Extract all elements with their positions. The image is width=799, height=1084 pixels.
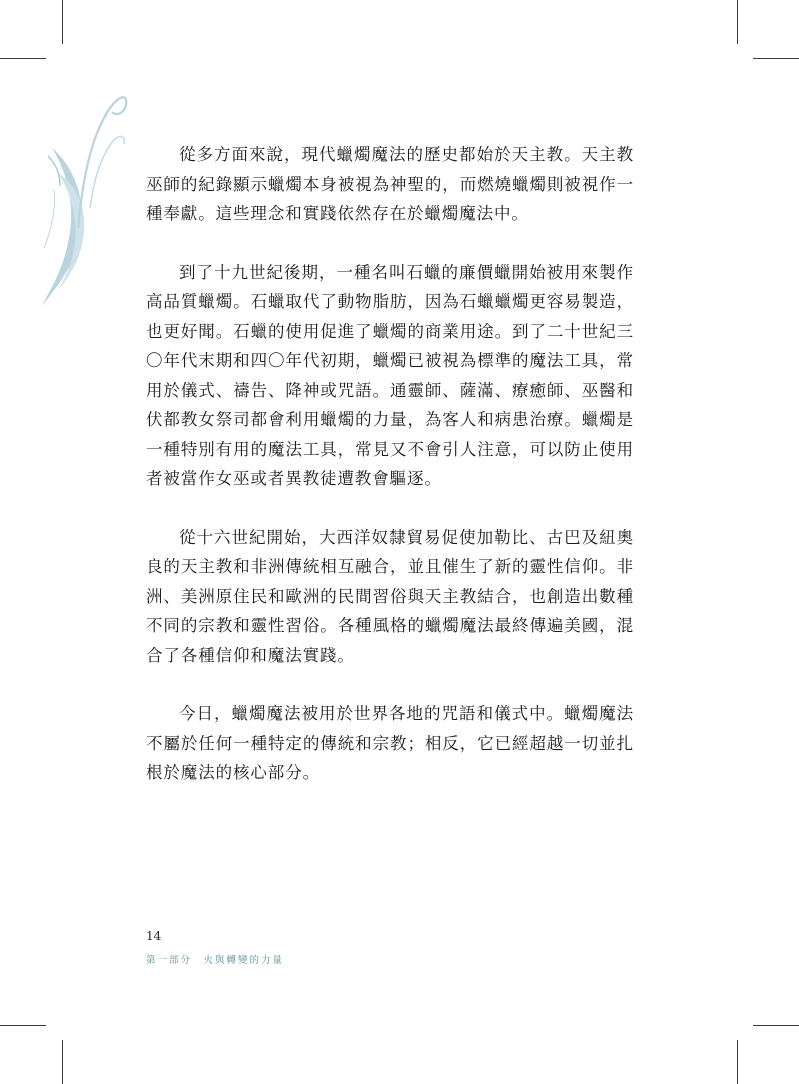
body-text	[146, 140, 634, 817]
paragraph-1: 從多方面來說，現代蠟燭魔法的歷史都始於天主教。天主教巫師的紀錄顯示蠟燭本身被視為神聖的，而燃燒蠟燭則被視作一種奉獻。這些理念和實踐依然存在於蠟燭魔法中。	[146, 145, 634, 223]
swirl-ornament-icon	[38, 78, 128, 308]
crop-mark-bottom-left-horizontal	[0, 1025, 46, 1026]
crop-mark-top-right	[737, 0, 738, 44]
paragraph-4: 今日，蠟燭魔法被用於世界各地的咒語和儀式中。蠟燭魔法不屬於任何一種特定的傳統和宗教；相反，它已經超越一切並扎根於魔法的核心部分。	[146, 704, 634, 782]
crop-mark-top-left-horizontal	[0, 58, 46, 59]
crop-mark-top-right-horizontal	[753, 58, 799, 59]
paragraph-2: 到了十九世紀後期，一種名叫石蠟的廉價蠟開始被用來製作高品質蠟燭。石蠟取代了動物脂肪，因為石蠟蠟燭更容易製造，也更好聞。石蠟的使用促進了蠟燭的商業用途。到了二十世紀三〇年代末期和四〇年代初期，蠟燭已被視為標準的魔法工具，常用於儀式、禱告、降神或咒語。通靈師、薩滿、療癒師、巫醫和伏都教女祭司都會利用蠟燭的力量，為客人和病患治療。蠟燭是一種特別有用的魔法工具，常見又不會引人注意，可以防止使用者被當作女巫或者異教徒遭教會驅逐。	[146, 262, 634, 488]
crop-mark-bottom-right	[737, 1040, 738, 1084]
running-footer: 第一部分 火與轉變的力量	[146, 955, 285, 966]
crop-mark-bottom-right-horizontal	[753, 1025, 799, 1026]
paragraph-3: 從十六世紀開始，大西洋奴隸貿易促使加勒比、古巴及紐奧良的天主教和非洲傳統相互融合，並且催生了新的靈性信仰。非洲、美洲原住民和歐洲的民間習俗與天主教結合，也創造出數種不同的宗教和靈性習俗。各種風格的蠟燭魔法最終傳遍美國，混合了各種信仰和魔法實踐。	[146, 527, 634, 665]
page-number: 14	[146, 929, 162, 943]
crop-mark-top-left	[62, 0, 63, 44]
crop-mark-bottom-left	[62, 1040, 63, 1084]
